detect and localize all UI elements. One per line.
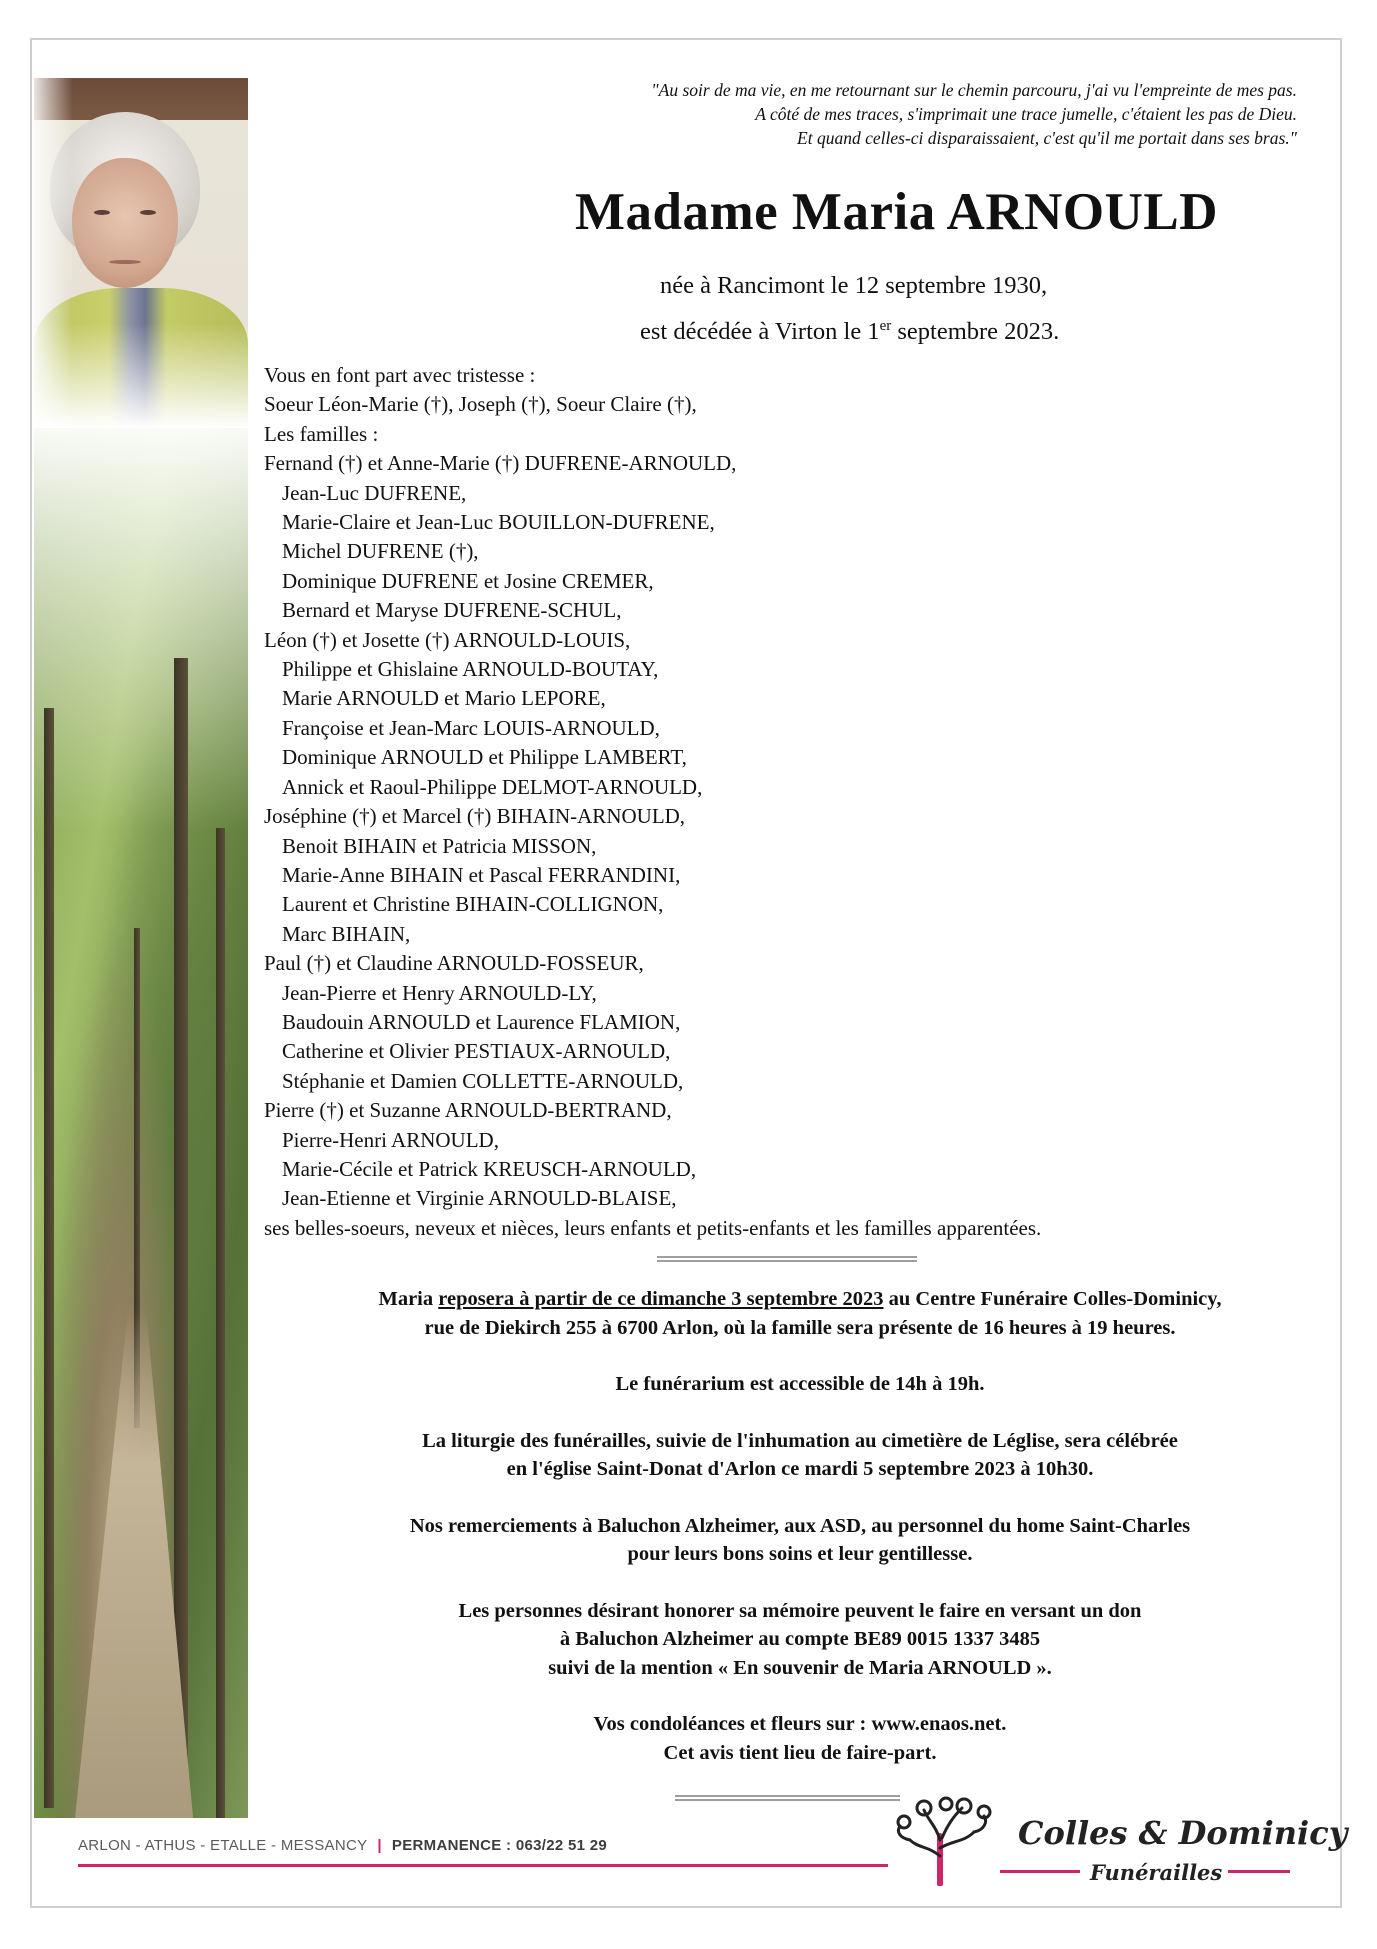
family-line: Pierre (†) et Suzanne ARNOULD-BERTRAND,: [264, 1098, 672, 1123]
rest-date: reposera à partir de ce dimanche 3 septembre 2023: [438, 1288, 884, 1310]
death-prefix: est décédée à Virton le 1: [640, 318, 880, 346]
footer-permanence: PERMANENCE : 063/22 51 29: [391, 1837, 607, 1854]
family-line: Baudouin ARNOULD et Laurence FLAMION,: [282, 1009, 681, 1034]
rest-info-line2: rue de Diekirch 255 à 6700 Arlon, où la famille sera présente de 16 heures à 19 heures.: [424, 1316, 1176, 1339]
logo-name: Colles & Dominicy: [1018, 1814, 1348, 1852]
divider-bottom: [675, 1795, 900, 1801]
family-line: Marie-Anne BIHAIN et Pascal FERRANDINI,: [282, 862, 681, 887]
logo-rule-right: [1228, 1870, 1290, 1873]
funerarium-hours: Le funérarium est accessible de 14h à 19h.: [615, 1373, 985, 1395]
portrait-photo: [34, 78, 248, 428]
footer-separator: |: [377, 1837, 382, 1854]
footer-contact: [78, 1837, 607, 1854]
family-line: Léon (†) et Josette (†) ARNOULD-LOUIS,: [264, 627, 631, 652]
family-line: Marie-Claire et Jean-Luc BOUILLON-DUFRENE,: [282, 510, 715, 535]
donation-line2: à Baluchon Alzheimer au compte BE89 0015 1337 3485: [559, 1628, 1041, 1650]
family-line: Jean-Pierre et Henry ARNOULD-LY,: [282, 980, 597, 1005]
family-line: Marie-Cécile et Patrick KREUSCH-ARNOULD,: [282, 1156, 697, 1181]
family-line: Joséphine (†) et Marcel (†) BIHAIN-ARNOULD,: [264, 804, 686, 829]
family-line: Dominique DUFRENE et Josine CREMER,: [282, 568, 654, 593]
family-line: Vous en font part avec tristesse :: [264, 363, 536, 387]
donation-line3: suivi de la mention « En souvenir de Maria ARNOULD ».: [548, 1656, 1052, 1679]
family-list: [264, 361, 1284, 1243]
condolences-line1: Vos condoléances et fleurs sur : www.enaos.net.: [593, 1713, 1007, 1735]
quote-line: A côté de mes traces, s'imprimait une trace jumelle, c'étaient les pas de Dieu.: [755, 104, 1297, 124]
footer-rule: [78, 1864, 888, 1867]
birth-line: née à Rancimont le 12 septembre 1930,: [660, 272, 1048, 299]
quote-line: Et quand celles-ci disparaissaient, c'est qu'il me portait dans ses bras.": [797, 128, 1297, 148]
family-line: Philippe et Ghislaine ARNOULD-BOUTAY,: [282, 657, 659, 682]
deceased-name: Madame Maria ARNOULD: [575, 183, 1218, 241]
rest-info-line1: [270, 1285, 1330, 1314]
death-suffix: septembre 2023.: [891, 318, 1060, 346]
opening-quote: [397, 78, 1297, 150]
family-line: Marie ARNOULD et Mario LEPORE,: [282, 686, 606, 711]
quote-line: "Au soir de ma vie, en me retournant sur le chemin parcouru, j'ai vu l'empreinte de mes pas.: [651, 80, 1297, 100]
thanks-line1: Nos remerciements à Baluchon Alzheimer, aux ASD, au personnel du home Saint-Charles: [409, 1514, 1191, 1537]
rest-place: au Centre Funéraire Colles-Dominicy,: [883, 1288, 1222, 1310]
family-line: Les familles :: [264, 421, 379, 446]
liturgy-line1: La liturgie des funérailles, suivie de l'inhumation au cimetière de Léglise, sera célébrée: [422, 1429, 1178, 1452]
ceremony-info: [270, 1285, 1330, 1767]
rest-name: Maria: [378, 1288, 439, 1310]
forest-path-image: [34, 408, 248, 1818]
family-line: Soeur Léon-Marie (†), Joseph (†), Soeur Claire (†),: [264, 392, 697, 417]
family-line: Fernand (†) et Anne-Marie (†) DUFRENE-ARNOULD,: [264, 451, 737, 476]
divider-top: [657, 1256, 917, 1262]
family-line: Michel DUFRENE (†),: [282, 539, 479, 564]
logo-subtitle: Funérailles: [1090, 1860, 1223, 1885]
family-line: Bernard et Maryse DUFRENE-SCHUL,: [282, 598, 622, 623]
family-line: Annick et Raoul-Philippe DELMOT-ARNOULD,: [282, 774, 703, 799]
family-line: Jean-Luc DUFRENE,: [282, 480, 467, 505]
family-line: Pierre-Henri ARNOULD,: [282, 1127, 499, 1152]
family-line: Jean-Etienne et Virginie ARNOULD-BLAISE,: [282, 1186, 677, 1211]
family-line: Laurent et Christine BIHAIN-COLLIGNON,: [282, 892, 664, 917]
liturgy-line2: en l'église Saint-Donat d'Arlon ce mardi 5 septembre 2023 à 10h30.: [506, 1458, 1094, 1480]
family-line: Paul (†) et Claudine ARNOULD-FOSSEUR,: [264, 951, 644, 976]
footer-locations: ARLON - ATHUS - ETALLE - MESSANCY: [78, 1837, 368, 1854]
family-line: Benoit BIHAIN et Patricia MISSON,: [282, 833, 597, 858]
logo-rule-left: [1000, 1870, 1080, 1873]
family-line: Marc BIHAIN,: [282, 921, 411, 946]
donation-line1: Les personnes désirant honorer sa mémoire peuvent le faire en versant un don: [458, 1599, 1142, 1622]
family-line: ses belles-soeurs, neveux et nièces, leurs enfants et petits-enfants et les familles apparentées.: [264, 1215, 1042, 1240]
photo-strip: [34, 78, 248, 1818]
family-line: Françoise et Jean-Marc LOUIS-ARNOULD,: [282, 715, 660, 740]
family-line: Catherine et Olivier PESTIAUX-ARNOULD,: [282, 1039, 671, 1064]
family-line: Stéphanie et Damien COLLETTE-ARNOULD,: [282, 1068, 684, 1093]
condolences-line2: Cet avis tient lieu de faire-part.: [663, 1741, 937, 1764]
death-line: [640, 318, 1059, 346]
tree-logo-icon: [888, 1796, 998, 1886]
family-line: Dominique ARNOULD et Philippe LAMBERT,: [282, 745, 687, 770]
thanks-line2: pour leurs bons soins et leur gentillesse.: [627, 1543, 973, 1565]
death-ordinal: er: [879, 318, 892, 334]
